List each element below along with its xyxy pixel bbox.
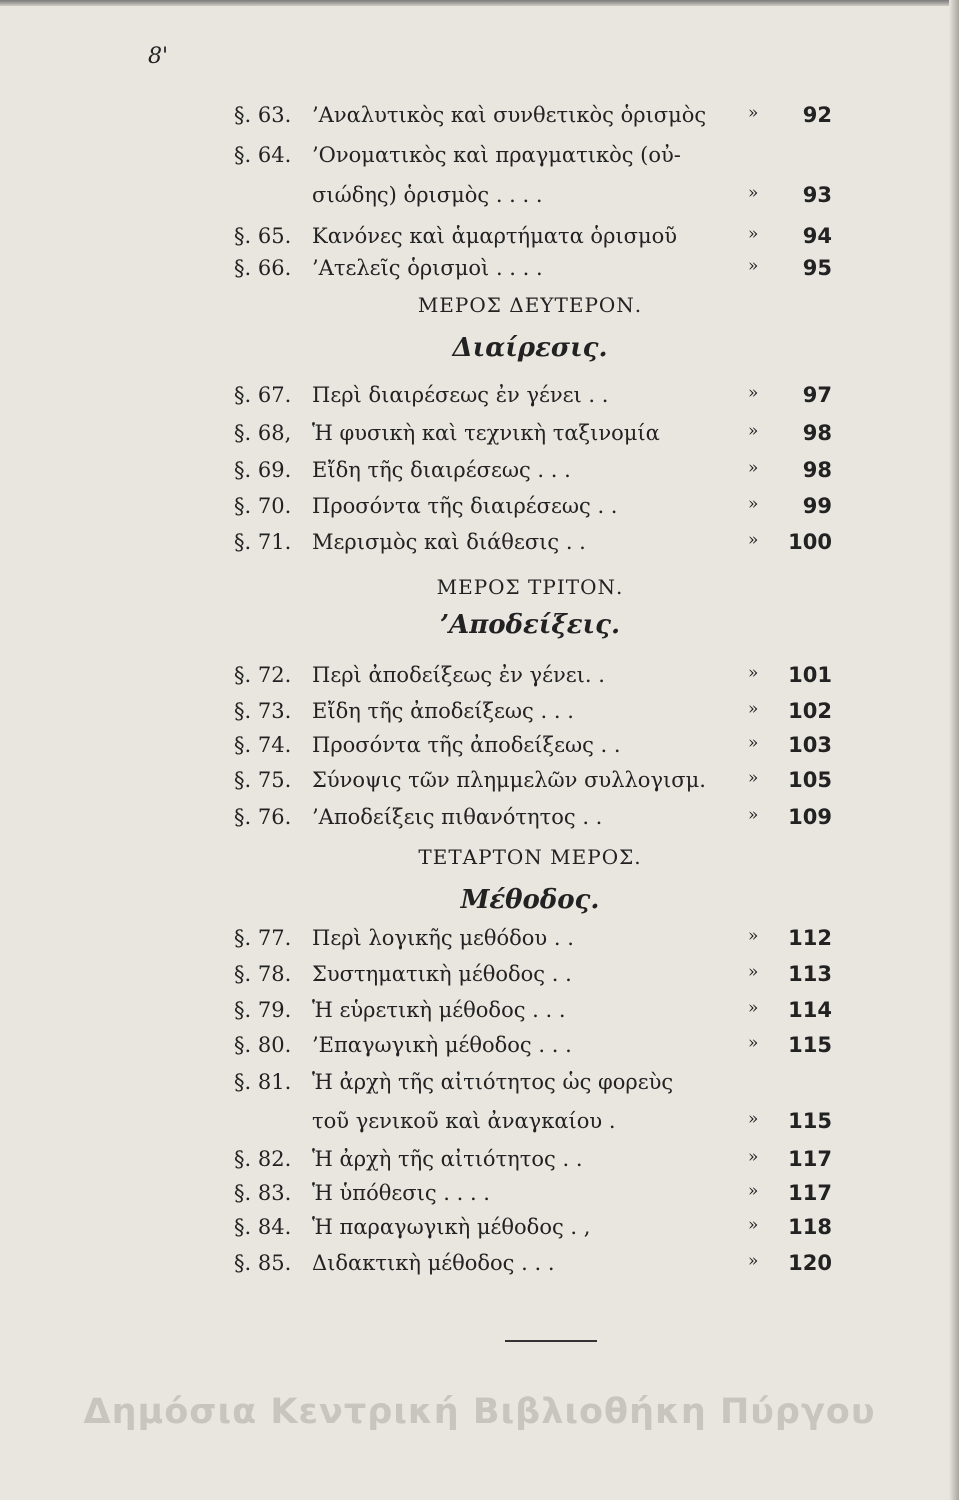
ditto-mark: »	[748, 733, 759, 753]
toc-entry	[0, 768, 959, 808]
ditto-mark: »	[748, 421, 759, 441]
ditto-mark: »	[748, 530, 759, 550]
section-number: §. 79.	[234, 998, 292, 1022]
ditto-mark: »	[748, 1147, 759, 1167]
section-number: §. 70.	[234, 494, 292, 518]
entry-title: Ἡ ἀρχὴ τῆς αἰτιότητος ὡς φορεὺς	[312, 1070, 674, 1094]
library-watermark: Δημόσια Κεντρική Βιβλιοθήκη Πύργου	[83, 1392, 876, 1432]
toc-entry	[0, 143, 959, 183]
entry-title: Μερισμὸς καὶ διάθεσις . .	[312, 530, 586, 554]
section-number: §. 83.	[234, 1181, 292, 1205]
section-number: §. 66.	[234, 256, 292, 280]
entry-title: σιώδης) ὁρισμὸς . . . .	[312, 183, 543, 207]
section-number: §. 64.	[234, 143, 292, 167]
toc-entry	[0, 530, 959, 570]
page-ref: 118	[788, 1215, 832, 1239]
part-subheading: Μέθοδος.	[460, 885, 600, 915]
page-ref: 109	[788, 805, 832, 829]
ditto-mark: »	[748, 103, 759, 123]
toc-entry	[0, 256, 959, 296]
entry-title: Περὶ διαιρέσεως ἐν γένει . .	[312, 383, 609, 407]
section-number: §. 69.	[234, 458, 292, 482]
toc-entry	[0, 1070, 959, 1110]
ditto-mark: »	[748, 699, 759, 719]
entry-title: τοῦ γενικοῦ καὶ ἀναγκαίου .	[312, 1109, 616, 1133]
page-ref: 101	[788, 663, 832, 687]
closing-rule	[505, 1340, 597, 1342]
page-ref: 113	[788, 962, 832, 986]
entry-title: Προσόντα τῆς ἀποδείξεως . .	[312, 733, 621, 757]
entry-title: Διδακτικὴ μέθοδος . . .	[312, 1251, 555, 1275]
page-ref: 103	[788, 733, 832, 757]
entry-title: Ἡ φυσικὴ καὶ τεχνικὴ ταξινομία	[312, 421, 660, 445]
toc-entry	[0, 494, 959, 534]
entry-title: Ἡ εὑρετικὴ μέθοδος . . .	[312, 998, 566, 1022]
toc-entry	[0, 733, 959, 773]
part-heading: ΜΕΡΟΣ ΔΕΥΤΕΡΟΝ.	[417, 293, 643, 317]
entry-title: Σύνοψις τῶν πλημμελῶν συλλογισμ.	[312, 768, 706, 792]
ditto-mark: »	[748, 805, 759, 825]
part-heading: ΤΕΤΑΡΤΟΝ ΜΕΡΟΣ.	[418, 845, 642, 869]
page-ref: 92	[802, 103, 832, 127]
ditto-mark: »	[748, 998, 759, 1018]
page-ref: 115	[788, 1109, 832, 1133]
entry-title: Ἡ ἀρχὴ τῆς αἰτιότητος . .	[312, 1147, 583, 1171]
entry-title: ’Ατελεῖς ὁρισμοὶ . . . .	[312, 256, 543, 280]
ditto-mark: »	[748, 383, 759, 403]
toc-entry	[0, 421, 959, 461]
page-ref: 114	[788, 998, 832, 1022]
toc-entry	[0, 926, 959, 966]
ditto-mark: »	[748, 1033, 759, 1053]
page-ref: 115	[788, 1033, 832, 1057]
toc-entry	[0, 1109, 959, 1149]
part-heading: ΜΕΡΟΣ ΤΡΙΤΟΝ.	[436, 575, 624, 599]
entry-title: ’Αποδείξεις πιθανότητος . .	[312, 805, 603, 829]
page-ref: 100	[788, 530, 832, 554]
section-number: §. 81.	[234, 1070, 292, 1094]
entry-title: ’Επαγωγικὴ μέθοδος . . .	[312, 1033, 572, 1057]
toc-entry	[0, 458, 959, 498]
page-ref: 99	[802, 494, 832, 518]
page-ref: 97	[802, 383, 832, 407]
page-ref: 117	[788, 1147, 832, 1171]
ditto-mark: »	[748, 1181, 759, 1201]
section-number: §. 75.	[234, 768, 292, 792]
section-number: §. 72.	[234, 663, 292, 687]
section-number: §. 67.	[234, 383, 292, 407]
section-number: §. 76.	[234, 805, 292, 829]
entry-title: Κανόνες καὶ ἁμαρτήματα ὁρισμοῦ	[312, 224, 678, 248]
toc-entry	[0, 962, 959, 1002]
toc-entry	[0, 183, 959, 223]
ditto-mark: »	[748, 1251, 759, 1271]
entry-title: Προσόντα τῆς διαιρέσεως . .	[312, 494, 618, 518]
page-ref: 120	[788, 1251, 832, 1275]
page-ref: 94	[802, 224, 832, 248]
entry-title: Συστηματικὴ μέθοδος . .	[312, 962, 572, 986]
part-subheading: ’Αποδείξεις.	[440, 610, 620, 640]
section-number: §. 85.	[234, 1251, 292, 1275]
toc-entry	[0, 103, 959, 143]
part-subheading: Διαίρεσις.	[452, 333, 608, 363]
entry-title: ’Ονοματικὸς καὶ πραγματικὸς (οὐ-	[312, 143, 681, 167]
page-ref: 102	[788, 699, 832, 723]
ditto-mark: »	[748, 663, 759, 683]
section-number: §. 65.	[234, 224, 292, 248]
toc-entry	[0, 805, 959, 845]
page-ref: 95	[802, 256, 832, 280]
entry-title: ’Αναλυτικὸς καὶ συνθετικὸς ὁρισμὸς	[312, 103, 707, 127]
toc-entry	[0, 383, 959, 423]
entry-title: Εἴδη τῆς ἀποδείξεως . . .	[312, 699, 574, 723]
section-number: §. 73.	[234, 699, 292, 723]
ditto-mark: »	[748, 768, 759, 788]
section-number: §. 82.	[234, 1147, 292, 1171]
page-ref: 105	[788, 768, 832, 792]
page-number: 8'	[148, 44, 169, 69]
toc-entry	[0, 1033, 959, 1073]
toc-entry	[0, 1215, 959, 1255]
section-number: §. 77.	[234, 926, 292, 950]
entry-title: Περὶ λογικῆς μεθόδου . .	[312, 926, 574, 950]
section-number: §. 68,	[234, 421, 292, 445]
page-ref: 98	[802, 421, 832, 445]
ditto-mark: »	[748, 458, 759, 478]
section-number: §. 74.	[234, 733, 292, 757]
section-number: §. 63.	[234, 103, 292, 127]
section-number: §. 84.	[234, 1215, 292, 1239]
page-ref: 98	[802, 458, 832, 482]
toc-entry	[0, 663, 959, 703]
page-ref: 93	[802, 183, 832, 207]
entry-title: Περὶ ἀποδείξεως ἐν γένει. .	[312, 663, 605, 687]
section-number: §. 80.	[234, 1033, 292, 1057]
ditto-mark: »	[748, 1215, 759, 1235]
toc-entry	[0, 998, 959, 1038]
entry-title: Εἴδη τῆς διαιρέσεως . . .	[312, 458, 571, 482]
ditto-mark: »	[748, 962, 759, 982]
entry-title: Ἡ παραγωγικὴ μέθοδος . ,	[312, 1215, 591, 1239]
ditto-mark: »	[748, 926, 759, 946]
ditto-mark: »	[748, 256, 759, 276]
page-ref: 117	[788, 1181, 832, 1205]
entry-title: Ἡ ὑπόθεσις . . . .	[312, 1181, 490, 1205]
page-ref: 112	[788, 926, 832, 950]
ditto-mark: »	[748, 494, 759, 514]
ditto-mark: »	[748, 1109, 759, 1129]
section-number: §. 71.	[234, 530, 292, 554]
ditto-mark: »	[748, 224, 759, 244]
ditto-mark: »	[748, 183, 759, 203]
scan-top-edge	[0, 0, 959, 6]
section-number: §. 78.	[234, 962, 292, 986]
toc-entry	[0, 1251, 959, 1291]
